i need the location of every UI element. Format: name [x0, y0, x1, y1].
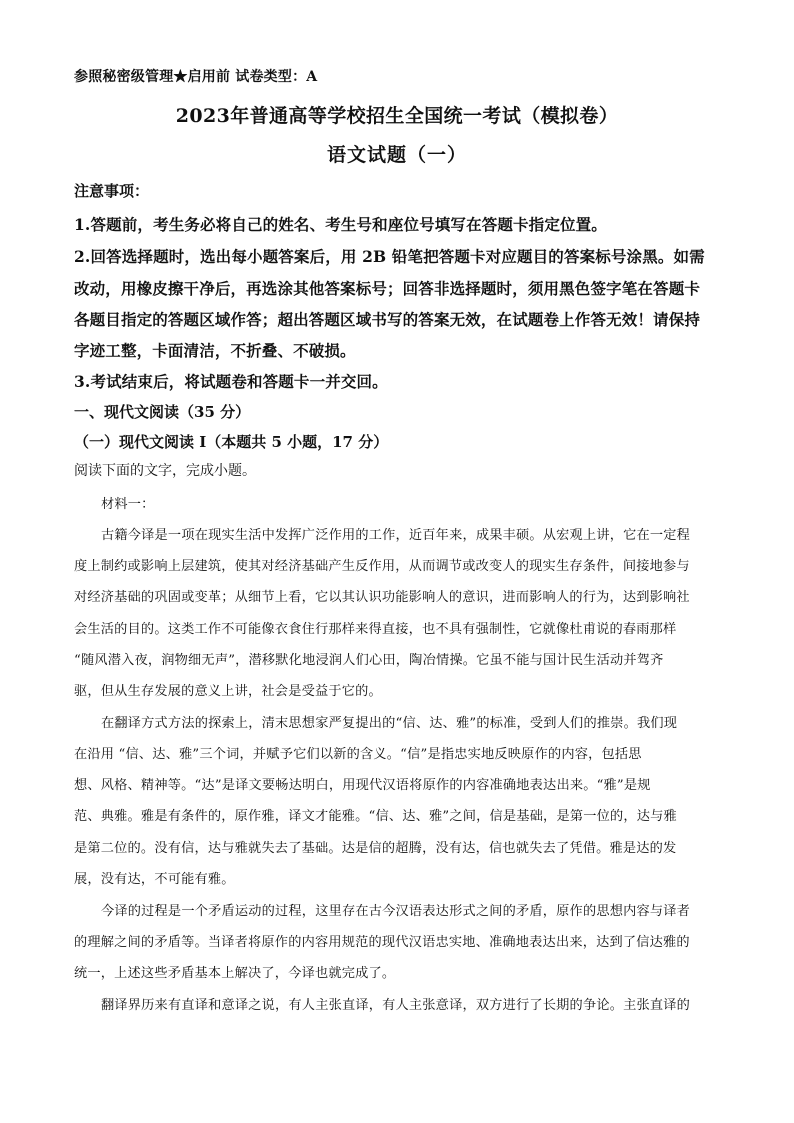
confidentiality-line: 参照秘密级管理★启用前 试卷类型：A — [74, 69, 318, 85]
passage-line: 度上制约或影响上层建筑，使其对经济基础产生反作用，从而调节或改变人的现实生存条件，间接地参与 — [74, 559, 690, 574]
exam-subtitle: 语文试题（一） — [326, 144, 467, 166]
material-label: 材料一： — [101, 497, 155, 512]
notice-line: 1.答题前，考生务必将自己的姓名、考生号和座位号填写在答题卡指定位置。 — [74, 215, 607, 234]
reading-instruction: 阅读下面的文字，完成小题。 — [74, 463, 256, 479]
passage-line: 今译的过程是一个矛盾运动的过程，这里存在古今汉语表达形式之间的矛盾，原作的思想内容与译者 — [101, 904, 691, 919]
exam-title: 2023年普通高等学校招生全国统一考试（模拟卷） — [175, 105, 619, 127]
passage-line: 是第二位的。没有信，达与雅就失去了基础。达是信的超腾，没有达，信也就失去了凭借。雅是达的发 — [74, 841, 677, 856]
subsection-heading: （一）现代文阅读 I（本题共 5 小题，17 分） — [74, 433, 389, 451]
section-heading: 一、现代文阅读（35 分） — [74, 403, 251, 421]
passage-line: 对经济基础的巩固或变革；从细节上看，它以其认识功能影响人的意识，进而影响人的行为，达到影响社 — [74, 590, 690, 605]
passage-line: 在翻译方式方法的探索上，清末思想家严复提出的“信、达、雅”的标准，受到人们的推崇。我们现 — [101, 716, 678, 731]
notice-heading: 注意事项： — [74, 182, 150, 200]
notice-line: 3.考试结束后，将试题卷和答题卡一并交回。 — [74, 372, 388, 391]
passage-line: 范、典雅。雅是有条件的，原作雅，译文才能雅。“信、达、雅”之间，信是基础，是第一位的，达与雅 — [74, 809, 677, 824]
passage-line: “随风潜入夜，润物细无声”，潜移默化地浸润人们心田，陶冶情操。它虽不能与国计民生活动并驾齐 — [74, 653, 664, 668]
passage-line: 展，没有达，不可能有雅。 — [74, 872, 235, 887]
passage-line: 的理解之间的矛盾等。当译者将原作的内容用规范的现代汉语忠实地、准确地表达出来，达到了信达雅的 — [74, 935, 690, 950]
passage-line: 驱，但从生存发展的意义上讲，社会是受益于它的。 — [74, 684, 382, 699]
passage-line: 统一，上述这些矛盾基本上解决了，今译也就完成了。 — [74, 966, 396, 981]
passage-line: 想、风格、精神等。“达”是译文要畅达明白，用现代汉语将原作的内容准确地表达出来。“雅”是规 — [74, 778, 651, 793]
passage-line: 古籍今译是一项在现实生活中发挥广泛作用的工作，近百年来，成果丰硕。从宏观上讲，它在一定程 — [101, 528, 691, 543]
passage-line: 会生活的目的。这类工作不可能像衣食住行那样来得直接，也不具有强制性，它就像杜甫说的春雨那样 — [74, 622, 677, 637]
notice-line: 改动，用橡皮擦干净后，再选涂其他答案标号；回答非选择题时，须用黑色签字笔在答题卡 — [74, 279, 701, 298]
notice-line: 字迹工整，卡面清洁，不折叠、不破损。 — [74, 341, 356, 360]
passage-line: 在沿用 “信、达、雅”三个词，并赋予它们以新的含义。“信”是指忠实地反映原作的内容，包括思 — [74, 747, 642, 762]
notice-line: 各题目指定的答题区域作答；超出答题区域书写的答案无效，在试题卷上作答无效！请保持 — [74, 310, 701, 329]
passage-line: 翻译界历来有直译和意译之说，有人主张直译，有人主张意译，双方进行了长期的争论。主张直译的 — [101, 998, 691, 1013]
notice-line: 2.回答选择题时，选出每小题答案后，用 2B 铅笔把答题卡对应题目的答案标号涂黑。如需 — [74, 247, 705, 266]
